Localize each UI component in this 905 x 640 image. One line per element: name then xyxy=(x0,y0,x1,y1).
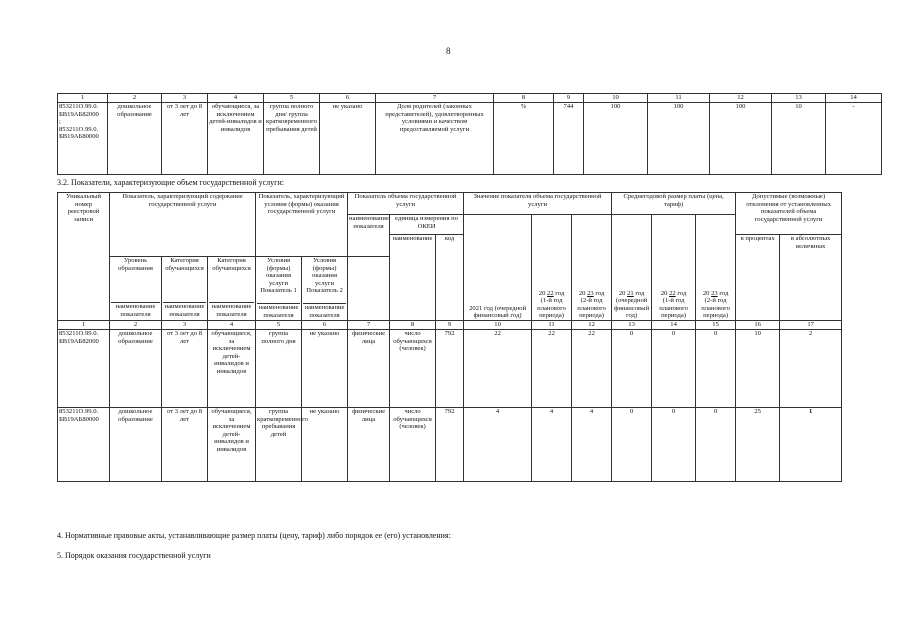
cell: 22 xyxy=(464,330,532,408)
cell: 0 xyxy=(696,408,736,482)
header-level-text: Уровень образования xyxy=(118,257,153,272)
header-percent: в процентах xyxy=(736,235,780,321)
header-price-2021 xyxy=(612,215,652,321)
year-digits: 22 xyxy=(669,289,676,297)
header-volume: Показатель объема государственной услуги xyxy=(348,193,464,215)
year-suffix: год xyxy=(635,289,645,297)
header-indicator-name: наименование показателя xyxy=(164,303,205,318)
header-category xyxy=(162,257,208,321)
header-absolute: в абсолютных величинах xyxy=(780,235,842,321)
col-number: 10 xyxy=(464,321,532,330)
section-3-2-title: 3.2. Показатели, характеризующие объем государственной услуги: xyxy=(57,178,284,187)
header-volume-name: наименование показателя xyxy=(348,215,390,257)
header-year-2023 xyxy=(572,215,612,321)
cell: 25 xyxy=(736,408,780,482)
cell: физические лица xyxy=(348,330,390,408)
registry-number: 853211О.99.0. xyxy=(59,125,99,133)
year-prefix: 20 xyxy=(618,289,626,297)
header-unit: единица измерения по ОКЕИ xyxy=(390,215,464,235)
registry-number: БВ19АБ80000 xyxy=(59,133,99,141)
header-indicator-name: наименование показателя xyxy=(111,302,160,318)
registry-number-cell xyxy=(58,103,108,175)
header-condition xyxy=(302,257,348,321)
year-digits: 22 xyxy=(547,289,554,297)
cell: от 3 лет до 8 лет xyxy=(162,103,208,175)
year-note: (2-й год планового периода) xyxy=(701,297,730,320)
cell: 792 xyxy=(436,330,464,408)
col-number: 6 xyxy=(302,321,348,330)
col-number: 2 xyxy=(108,94,162,103)
volume-indicators-table xyxy=(57,192,842,482)
cell: 100 xyxy=(584,103,648,175)
registry-number: 853211О.99.0. xyxy=(59,408,99,415)
cell: от 3 лет до 8 лет xyxy=(162,330,208,408)
cell: 4 xyxy=(464,408,532,482)
cell: не указано xyxy=(302,408,348,482)
table-row xyxy=(58,408,842,482)
header-category-text: Категория обучающихся xyxy=(165,257,204,272)
col-number: 8 xyxy=(390,321,436,330)
cell: 0 xyxy=(612,330,652,408)
cell: 1 xyxy=(780,408,842,482)
cell: 0 xyxy=(652,408,696,482)
separator: ; xyxy=(59,118,61,126)
registry-number: 853211О.99.0. xyxy=(59,103,99,110)
cell: группа полного дня xyxy=(256,330,302,408)
header-condition xyxy=(256,257,302,321)
col-number: 14 xyxy=(652,321,696,330)
cell: % xyxy=(494,103,554,175)
col-number: 7 xyxy=(376,94,494,103)
col-number: 13 xyxy=(612,321,652,330)
header-value: Значение показателя объема государственной услуги xyxy=(464,193,612,215)
header-price-2022 xyxy=(652,215,696,321)
col-number: 8 xyxy=(494,94,554,103)
year-digits: 23 xyxy=(587,289,594,297)
table2-numbers-row xyxy=(58,321,842,330)
table-row xyxy=(58,103,882,175)
registry-number: 853211О.99.0. xyxy=(59,330,99,337)
cell: - xyxy=(826,103,882,175)
year-digits: 23 xyxy=(711,289,718,297)
header-condition-text: Условия (формы) оказания услуги Показатель 2 xyxy=(306,257,343,295)
cell: группа полного дня/ группа кратковременного пребывания детей xyxy=(264,103,320,175)
cell: от 3 лет до 8 лет xyxy=(162,408,208,482)
header-conditions: Показатель, характеризующий условия (формы) оказания государственной услуги xyxy=(256,193,348,257)
year-suffix: год xyxy=(719,289,729,297)
col-number: 9 xyxy=(436,321,464,330)
header-indicator-name: наименование показателя xyxy=(304,303,345,319)
cell: 22 xyxy=(572,330,612,408)
page-number: 8 xyxy=(446,46,451,56)
registry-number: БВ19АБ82000 xyxy=(59,337,99,345)
cell: обучающиеся, за исключением детей-инвалидов и инвалидов xyxy=(208,103,264,175)
registry-number: БВ19АБ80000 xyxy=(59,415,99,423)
header-content: Показатель, характеризующий содержание государственной услуги xyxy=(110,193,256,257)
col-number: 11 xyxy=(648,94,710,103)
year-digits: 21 xyxy=(627,289,634,297)
year-note: (очередной финансовый год) xyxy=(614,297,650,320)
cell: группа кратковременного пребывания детей xyxy=(256,408,302,482)
year-suffix: год xyxy=(595,289,605,297)
cell: 4 xyxy=(532,408,572,482)
header-year-2022 xyxy=(532,215,572,321)
year-note: (2-й год планового периода) xyxy=(577,297,606,320)
col-number: 5 xyxy=(264,94,320,103)
col-number: 5 xyxy=(256,321,302,330)
cell: число обучающихся (человек) xyxy=(390,408,436,482)
cell: физические лица xyxy=(348,408,390,482)
cell: 4 xyxy=(572,408,612,482)
col-number: 16 xyxy=(736,321,780,330)
year-suffix: год xyxy=(677,289,687,297)
year-prefix: 20 xyxy=(538,289,546,297)
cell: 792 xyxy=(436,408,464,482)
col-number: 13 xyxy=(772,94,826,103)
header-unique-number: Уникальный номер реестровой записи xyxy=(58,193,110,321)
cell: дошкольное образование xyxy=(110,330,162,408)
table2-header-row xyxy=(58,193,842,215)
cell: 744 xyxy=(554,103,584,175)
col-number: 15 xyxy=(696,321,736,330)
col-number: 9 xyxy=(554,94,584,103)
header-price: Среднегодовой размер платы (цена, тариф) xyxy=(612,193,736,215)
cell: 10 xyxy=(736,330,780,408)
col-number: 4 xyxy=(208,321,256,330)
cell: дошкольное образование xyxy=(110,408,162,482)
header-level xyxy=(110,257,162,321)
year-prefix: 20 xyxy=(578,289,586,297)
cell: число обучающихся (человек) xyxy=(390,330,436,408)
year-prefix: 20 xyxy=(702,289,710,297)
col-number: 6 xyxy=(320,94,376,103)
col-number: 11 xyxy=(532,321,572,330)
table-row xyxy=(58,330,842,408)
cell: 100 xyxy=(710,103,772,175)
registry-number-cell xyxy=(58,330,110,408)
col-number: 7 xyxy=(348,321,390,330)
cell: Доля родителей (законных представителей), удовлетворенных условиями и качеством предоставляемой услуги xyxy=(376,103,494,175)
section-5-title: 5. Порядок оказания государственной услуги xyxy=(57,551,211,560)
year-note: (1-й год планового периода) xyxy=(537,297,566,320)
cell: 100 xyxy=(648,103,710,175)
cell: 0 xyxy=(612,408,652,482)
col-number: 17 xyxy=(780,321,842,330)
year-note: (1-й год планового периода) xyxy=(659,297,688,320)
header-category-text: Категория обучающихся xyxy=(212,257,251,272)
year-prefix: 20 xyxy=(660,289,668,297)
col-number: 2 xyxy=(110,321,162,330)
cell: 2 xyxy=(780,330,842,408)
header-empty xyxy=(348,257,390,321)
header-unit-code: код xyxy=(436,235,464,321)
header-price-2023 xyxy=(696,215,736,321)
cell: 0 xyxy=(652,330,696,408)
header-condition-text: Условия (формы) оказания услуги Показатель 1 xyxy=(260,257,297,295)
col-number: 12 xyxy=(572,321,612,330)
section-4-title: 4. Нормативные правовые акты, устанавливающие размер платы (цену, тариф) либо порядок ее (его) установления: xyxy=(57,531,451,540)
cell: обучающиеся, за исключением детей-инвалидов и инвалидов xyxy=(208,408,256,482)
col-number: 1 xyxy=(58,94,108,103)
col-number: 12 xyxy=(710,94,772,103)
col-number: 3 xyxy=(162,321,208,330)
table1-header-row xyxy=(58,94,882,103)
cell: 10 xyxy=(772,103,826,175)
cell: не указано xyxy=(320,103,376,175)
cell: дошкольное образование xyxy=(108,103,162,175)
registry-number-cell xyxy=(58,408,110,482)
col-number: 4 xyxy=(208,94,264,103)
header-indicator-name: наименование показателя xyxy=(258,303,299,319)
cell: 22 xyxy=(532,330,572,408)
header-indicator-name: наименование показателя xyxy=(209,302,254,318)
col-number: 1 xyxy=(58,321,110,330)
year-suffix: год xyxy=(555,289,565,297)
header-category xyxy=(208,257,256,321)
header-year-2021: 2021 год (очередной финансовый год) xyxy=(464,215,532,321)
col-number: 3 xyxy=(162,94,208,103)
registry-number: БВ19АБ82000 xyxy=(59,110,99,118)
col-number: 10 xyxy=(584,94,648,103)
quality-indicators-table xyxy=(57,93,882,175)
cell: 0 xyxy=(696,330,736,408)
header-deviation: Допустимые (возможные) отклонения от установленных показателей объема государственной услуги xyxy=(736,193,842,235)
cell: не указано xyxy=(302,330,348,408)
header-unit-name: наименование xyxy=(390,235,436,321)
col-number: 14 xyxy=(826,94,882,103)
cell: обучающиеся, за исключением детей-инвалидов и инвалидов xyxy=(208,330,256,408)
